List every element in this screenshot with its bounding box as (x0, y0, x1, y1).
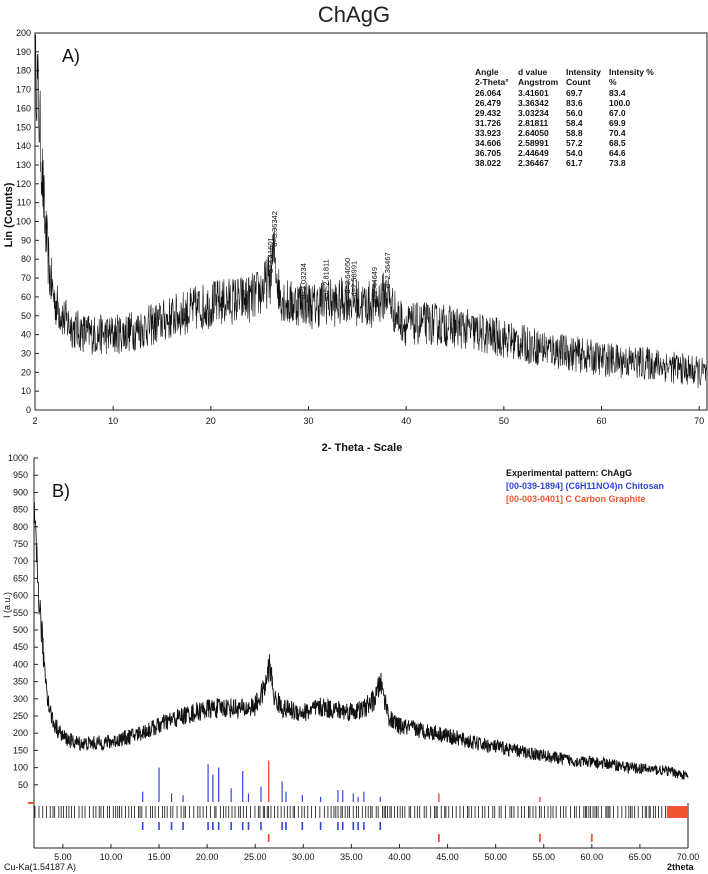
table-cell: 56.0 (566, 108, 583, 118)
table-cell: 73.8 (609, 158, 626, 168)
table-cell: 68.5 (609, 138, 626, 148)
table-cell: 2.81811 (518, 118, 549, 128)
panel-a-chart (3, 28, 707, 454)
peak-d-value-label: d=2.36467 (382, 252, 392, 288)
panel-b-y-tick-label: 400 (12, 659, 28, 670)
panel-a-x-tick-label: 20 (205, 416, 216, 426)
panel-b-y-tick-label: 250 (12, 711, 28, 721)
panel-b-y-tick-label: 850 (12, 504, 28, 515)
legend-graphite: [00-003-0401] C Carbon Graphite (506, 494, 646, 504)
panel-a-y-tick-label: 110 (16, 197, 31, 208)
table-cell: 58.8 (566, 128, 583, 138)
panel-b-x-tick-label: 35.00 (340, 852, 363, 862)
table-cell: 36.705 (475, 148, 501, 158)
panel-b-x-tick-label: 10.00 (99, 852, 123, 862)
table-cell: 69.7 (566, 88, 583, 98)
panel-b-y-tick-label: 500 (12, 625, 28, 635)
panel-b-x-tick-label: 45.00 (436, 852, 459, 862)
panel-a-y-tick-label: 200 (15, 28, 31, 38)
panel-b-y-tick-label: 450 (12, 642, 28, 653)
table-cell: 34.606 (475, 138, 501, 148)
table-cell: 29.432 (475, 108, 501, 118)
panel-a-x-tick-label: 50 (498, 416, 509, 426)
panel-a-y-tick-label: 170 (15, 84, 31, 95)
panel-a-x-tick-label: 70 (694, 416, 705, 426)
panel-b-x-tick-label: 40.00 (388, 852, 411, 862)
panel-a-y-tick-label: 190 (15, 46, 31, 57)
panel-a-y-tick-label: 160 (15, 103, 31, 114)
panel-b-y-axis-label: I (a.u.) (2, 591, 12, 619)
panel-b-x-tick-label: 70.00 (676, 852, 700, 862)
legend-experimental: Experimental pattern: ChAgG (506, 468, 633, 478)
panel-b-y-tick-label: 150 (12, 745, 28, 756)
panel-b-source-label: Cu-Ka(1.54187 A) (4, 862, 77, 872)
table-cell: 70.4 (609, 128, 626, 138)
panel-a-x-tick-label: 30 (303, 416, 314, 426)
table-subheader-2theta: 2-Theta° (475, 77, 509, 87)
table-cell: 69.9 (609, 118, 626, 128)
peak-d-value-label: d=3.41601 (266, 237, 275, 273)
panel-b-x-tick-label: 55.00 (532, 852, 556, 862)
panel-a-y-tick-label: 50 (20, 310, 31, 321)
table-header-angle: Angle (475, 67, 499, 77)
peak-d-value-label: d=3.03234 (298, 263, 308, 299)
panel-b-y-tick-label: 300 (12, 693, 28, 704)
panel-b-y-tick-label: 750 (12, 539, 28, 549)
peak-table (475, 67, 654, 168)
figure-title: ChAgG (317, 2, 391, 27)
panel-a-x-tick-label: 10 (108, 416, 119, 426)
panel-b-x-tick-label: 20.00 (195, 852, 219, 862)
panel-b-x-tick-label: 65.00 (628, 852, 652, 862)
graphite-band-block (667, 806, 688, 818)
panel-b-x-tick-label: 15.00 (147, 852, 171, 862)
table-cell: 58.4 (566, 118, 583, 128)
panel-b-y-tick-label: 50 (17, 779, 28, 790)
table-cell: 3.36342 (518, 98, 549, 108)
peak-d-value-label: d=3.36342 (270, 211, 280, 247)
panel-b-label: B) (52, 481, 70, 501)
panel-a-y-tick-label: 30 (20, 348, 31, 359)
panel-a-x-tick-label: 40 (401, 416, 412, 426)
panel-a-y-tick-label: 180 (15, 65, 31, 76)
panel-b-x-tick-label: 30.00 (292, 852, 315, 862)
panel-b-y-tick-label: 650 (12, 573, 28, 584)
legend-chitosan: [00-039-1894] (C6H11NO4)n Chitosan (506, 481, 665, 491)
panel-a-y-tick-label: 0 (25, 405, 31, 415)
table-subheader-angstrom: Angstrom (518, 77, 559, 87)
table-header-intensity: Intensity (566, 67, 601, 77)
panel-a-y-tick-label: 100 (15, 216, 31, 227)
peak-d-value-label: d=2.44649 (370, 266, 379, 303)
panel-a-y-tick-label: 60 (20, 291, 31, 302)
panel-a-xrd-trace (35, 35, 707, 388)
table-cell: 64.6 (609, 148, 626, 158)
table-subheader-count: Count (566, 77, 591, 87)
table-cell: 83.6 (566, 98, 583, 108)
panel-b-y-tick-label: 950 (12, 470, 28, 481)
panel-a-y-axis-label: Lin (Counts) (3, 182, 15, 248)
panel-a-x-tick-label: 60 (596, 416, 607, 426)
panel-b-y-tick-label: 600 (12, 590, 28, 601)
panel-b-y-tick-label: 1000 (7, 453, 28, 463)
table-cell: 2.44649 (518, 148, 549, 158)
table-cell: 67.0 (609, 108, 626, 118)
panel-b-x-axis-label: 2theta (667, 862, 694, 872)
table-cell: 61.7 (566, 158, 583, 168)
table-header-intensity-pct: Intensity % (609, 67, 654, 77)
panel-a-y-tick-label: 150 (15, 122, 31, 133)
peak-d-value-label: d=2.81811 (321, 259, 331, 295)
panel-a-plot-frame (35, 33, 707, 410)
panel-b-y-tick-label: 700 (12, 556, 28, 567)
table-cell: 100.0 (609, 98, 631, 108)
panel-a-y-tick-label: 140 (15, 141, 31, 152)
table-cell: 3.41601 (518, 88, 549, 98)
panel-b-x-tick-label: 5.00 (54, 852, 72, 862)
panel-a-y-tick-label: 20 (20, 367, 31, 378)
panel-a-y-tick-label: 90 (20, 235, 31, 246)
table-cell: 31.726 (475, 118, 501, 128)
table-cell: 2.64050 (518, 128, 549, 138)
panel-b-legend (506, 468, 664, 504)
panel-a-y-tick-label: 70 (20, 273, 31, 284)
panel-a-y-tick-label: 40 (20, 329, 31, 340)
panel-b-x-tick-label: 60.00 (580, 852, 604, 862)
panel-b-y-tick-label: 350 (12, 676, 28, 687)
panel-b-y-tick-label: 550 (12, 607, 28, 618)
table-cell: 2.58991 (518, 138, 549, 148)
table-cell: 57.2 (566, 138, 583, 148)
panel-b-y-tick-label: 800 (12, 521, 28, 532)
panel-a-y-tick-label: 80 (20, 254, 31, 265)
table-cell: 26.064 (475, 88, 501, 98)
peak-d-value-label: d=2.64050 (342, 257, 352, 294)
table-subheader-pct: % (609, 77, 617, 87)
table-cell: 83.4 (609, 88, 626, 98)
panel-b-x-tick-label: 25.00 (243, 852, 267, 862)
panel-b-y-tick-label: 200 (12, 728, 28, 739)
panel-a-y-tick-label: 10 (20, 386, 31, 397)
panel-b-chart (2, 453, 699, 872)
table-cell: 3.03234 (518, 108, 549, 118)
panel-a-y-tick-label: 130 (15, 159, 31, 170)
panel-a-y-tick-label: 120 (15, 178, 31, 189)
panel-b-y-tick-label: 100 (12, 762, 28, 773)
table-cell: 2.36467 (518, 158, 549, 168)
panel-a-x-tick-label: 2 (32, 416, 38, 426)
panel-b-y-tick-label: 900 (12, 487, 28, 498)
panel-b-x-tick-label: 50.00 (484, 852, 507, 862)
panel-a-label: A) (62, 46, 80, 66)
table-cell: 54.0 (566, 148, 583, 158)
table-cell: 38.022 (475, 158, 501, 168)
peak-d-value-label: d=2.58991 (349, 260, 359, 297)
panel-b-experimental-trace (34, 502, 688, 779)
panel-a-x-axis-label: 2- Theta - Scale (321, 442, 403, 454)
table-cell: 26.479 (475, 98, 501, 108)
table-header-dvalue: d value (518, 67, 548, 77)
table-cell: 33.923 (475, 128, 501, 138)
